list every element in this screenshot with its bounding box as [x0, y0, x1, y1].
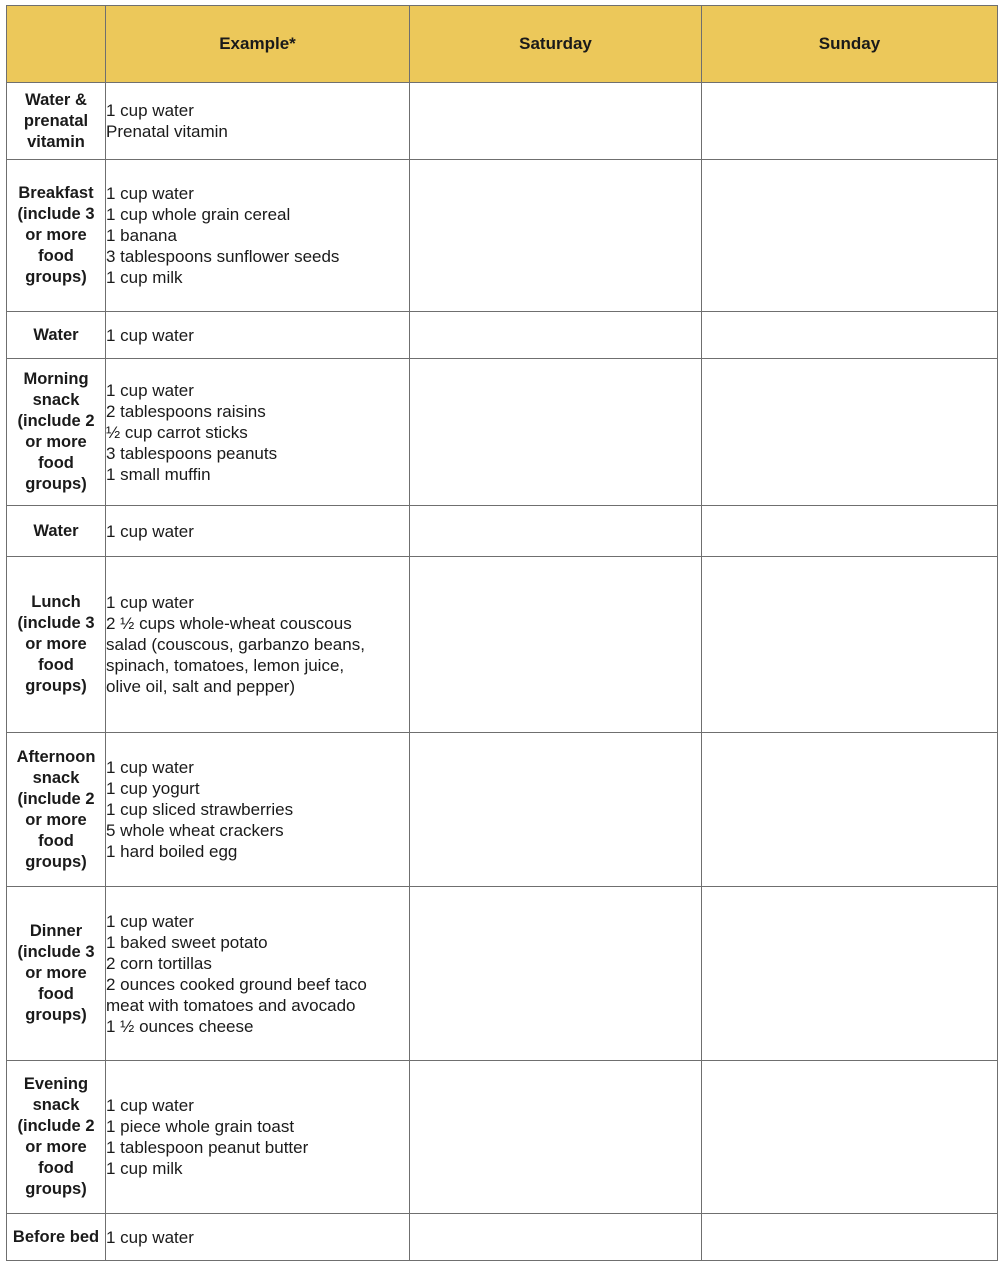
example-cell [106, 83, 410, 160]
meal-label-line: Water [33, 325, 79, 344]
example-line: 3 tablespoons peanuts [106, 443, 278, 463]
example-line: 1 banana [106, 226, 177, 245]
meal-label-line: or more [25, 433, 87, 451]
meal-label-line: or more [25, 1138, 87, 1156]
meal-row-evening-snack-include-2-or-more-food-groups [7, 1061, 998, 1214]
example-line: 1 small muffin [106, 464, 211, 484]
meal-row-water [7, 312, 998, 359]
meal-row-lunch-include-3-or-more-food-groups [7, 557, 998, 733]
saturday-entry-cell[interactable] [410, 557, 702, 733]
example-line: 1 cup yogurt [106, 779, 200, 798]
meal-label-line: food [38, 247, 74, 265]
saturday-entry-cell[interactable] [410, 312, 702, 359]
meal-label-line: (include 2 [17, 1117, 95, 1135]
example-line: 2 tablespoons raisins [106, 401, 266, 421]
meal-label-line: groups) [25, 1180, 87, 1198]
example-line: 5 whole wheat crackers [106, 821, 284, 840]
meal-label-line: Water [33, 521, 79, 540]
sunday-entry-cell[interactable] [702, 312, 998, 359]
example-line: 3 tablespoons sunflower seeds [106, 247, 340, 266]
meal-label-line: food [38, 985, 74, 1003]
example-cell [106, 1214, 410, 1261]
saturday-entry-cell[interactable] [410, 733, 702, 887]
example-line: spinach, tomatoes, lemon juice, [106, 656, 345, 675]
meal-label-line: Before bed [12, 1227, 100, 1246]
saturday-entry-cell[interactable] [410, 1061, 702, 1214]
meal-plan-body [7, 83, 998, 1261]
example-line: 1 cup water [106, 1227, 194, 1247]
header-saturday: Saturday [410, 6, 702, 83]
saturday-entry-cell[interactable] [410, 887, 702, 1061]
sunday-entry-cell[interactable] [702, 1214, 998, 1261]
sunday-entry-cell[interactable] [702, 1061, 998, 1214]
meal-label-cell [7, 312, 106, 359]
example-line: 1 cup milk [106, 1159, 183, 1178]
meal-label-line: snack [32, 1096, 80, 1114]
header-example: Example* [106, 6, 410, 83]
example-line: 1 cup water [106, 380, 194, 400]
example-line: 1 cup water [106, 593, 194, 612]
meal-label-cell [7, 83, 106, 160]
sunday-entry-cell[interactable] [702, 359, 998, 506]
example-cell [106, 557, 410, 733]
meal-label-line: or more [25, 964, 87, 982]
example-line: 1 cup water [106, 911, 194, 931]
example-line: Prenatal vitamin [106, 122, 228, 141]
header-corner-cell [7, 6, 106, 83]
example-cell [106, 506, 410, 557]
example-line: 1 baked sweet potato [106, 932, 268, 952]
example-line: 1 cup water [106, 521, 194, 541]
meal-row-dinner-include-3-or-more-food-groups [7, 887, 998, 1061]
example-line: salad (couscous, garbanzo beans, [106, 635, 365, 654]
example-line: 1 cup sliced strawberries [106, 800, 294, 819]
saturday-entry-cell[interactable] [410, 359, 702, 506]
meal-label-line: Morning [23, 370, 89, 388]
saturday-entry-cell[interactable] [410, 1214, 702, 1261]
meal-label-cell [7, 1214, 106, 1261]
meal-label-line: Breakfast [18, 184, 94, 202]
sunday-entry-cell[interactable] [702, 506, 998, 557]
example-line: meat with tomatoes and avocado [106, 995, 356, 1015]
example-line: 1 cup water [106, 184, 194, 203]
meal-label-line: groups) [25, 852, 87, 871]
meal-label-line: vitamin [27, 132, 85, 151]
example-line: 1 hard boiled egg [106, 842, 238, 861]
meal-label-line: (include 3 [17, 614, 95, 632]
meal-label-line: Afternoon [16, 747, 96, 766]
example-line: 1 cup milk [106, 268, 183, 287]
meal-plan-table [6, 5, 998, 1261]
meal-label-cell [7, 1061, 106, 1214]
example-line: 1 cup water [106, 758, 194, 777]
sunday-entry-cell[interactable] [702, 887, 998, 1061]
meal-label-line: food [38, 454, 74, 472]
meal-row-breakfast-include-3-or-more-food-groups [7, 160, 998, 312]
meal-label-line: (include 2 [17, 789, 95, 808]
meal-label-cell [7, 557, 106, 733]
meal-label-line: food [38, 656, 74, 674]
example-line: 2 ½ cups whole-wheat couscous [106, 614, 352, 633]
sunday-entry-cell[interactable] [702, 83, 998, 160]
example-cell [106, 733, 410, 887]
example-cell [106, 887, 410, 1061]
saturday-entry-cell[interactable] [410, 160, 702, 312]
meal-row-water-prenatal-vitamin [7, 83, 998, 160]
saturday-entry-cell[interactable] [410, 83, 702, 160]
meal-label-line: food [38, 831, 74, 850]
example-line: 1 piece whole grain toast [106, 1117, 295, 1136]
example-cell [106, 1061, 410, 1214]
example-cell [106, 160, 410, 312]
meal-label-line: Water & [25, 90, 87, 109]
meal-label-line: Evening [23, 1075, 89, 1093]
example-line: 1 tablespoon peanut butter [106, 1138, 309, 1157]
meal-row-before-bed [7, 1214, 998, 1261]
meal-label-line: or more [25, 226, 87, 244]
meal-label-line: (include 2 [17, 412, 95, 430]
meal-label-line: groups) [25, 677, 87, 695]
sunday-entry-cell[interactable] [702, 733, 998, 887]
header-sunday: Sunday [702, 6, 998, 83]
meal-row-morning-snack-include-2-or-more-food-groups [7, 359, 998, 506]
example-line: olive oil, salt and pepper) [106, 677, 296, 696]
meal-label-line: groups) [25, 1006, 87, 1024]
example-line: 1 ½ ounces cheese [106, 1016, 254, 1036]
saturday-entry-cell[interactable] [410, 506, 702, 557]
example-line: 1 cup water [106, 325, 194, 345]
sunday-entry-cell[interactable] [702, 160, 998, 312]
example-line: 2 corn tortillas [106, 953, 212, 973]
meal-label-cell [7, 887, 106, 1061]
meal-label-cell [7, 160, 106, 312]
meal-label-line: (include 3 [17, 943, 95, 961]
example-line: 1 cup water [106, 101, 194, 120]
meal-label-line: food [38, 1159, 74, 1177]
meal-row-water [7, 506, 998, 557]
meal-label-line: Dinner [29, 922, 83, 940]
meal-label-line: prenatal [23, 111, 89, 130]
meal-label-line: snack [32, 391, 80, 409]
meal-row-afternoon-snack-include-2-or-more-food-groups [7, 733, 998, 887]
meal-label-cell [7, 506, 106, 557]
meal-label-cell [7, 733, 106, 887]
meal-label-line: groups) [25, 475, 87, 493]
meal-label-line: (include 3 [17, 205, 95, 223]
meal-label-line: or more [25, 635, 87, 653]
header-row [7, 6, 998, 83]
example-line: 1 cup whole grain cereal [106, 205, 291, 224]
example-line: 2 ounces cooked ground beef taco [106, 974, 367, 994]
meal-label-line: groups) [25, 268, 87, 286]
meal-label-line: snack [32, 768, 80, 787]
example-cell [106, 312, 410, 359]
example-cell [106, 359, 410, 506]
example-line: ½ cup carrot sticks [106, 422, 248, 442]
meal-label-line: or more [25, 810, 87, 829]
example-line: 1 cup water [106, 1096, 194, 1115]
meal-label-cell [7, 359, 106, 506]
sunday-entry-cell[interactable] [702, 557, 998, 733]
meal-label-line: Lunch [31, 593, 81, 611]
